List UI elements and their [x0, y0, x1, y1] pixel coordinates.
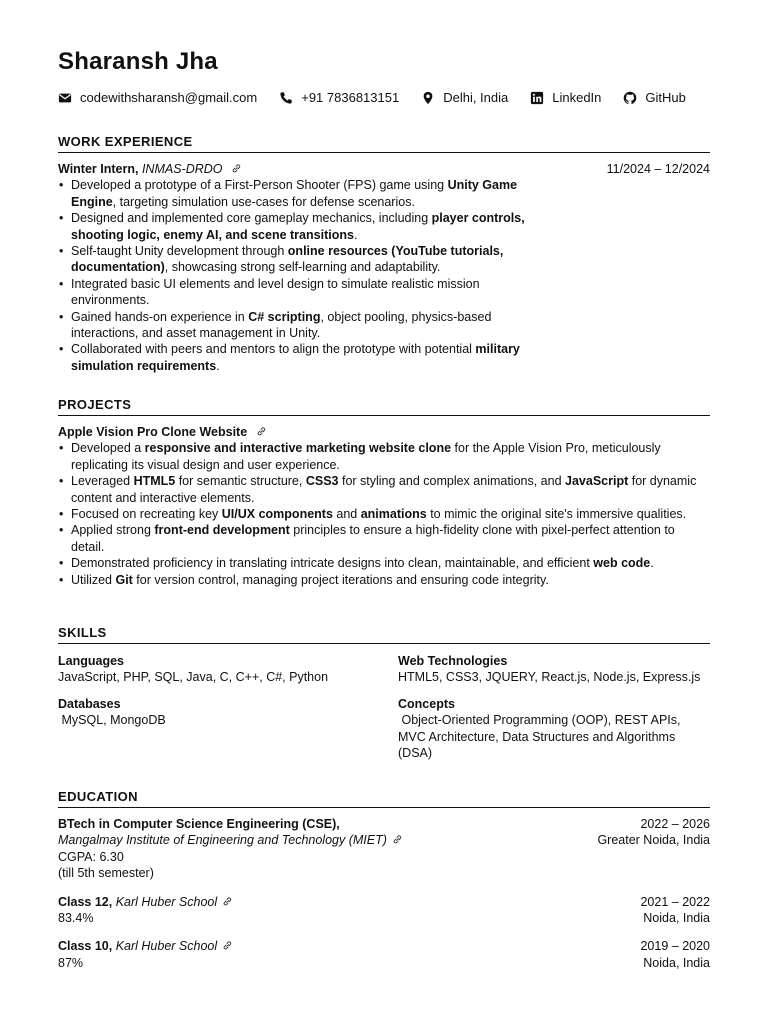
education-section	[58, 789, 710, 971]
education-entry-class12	[58, 894, 710, 927]
section-title: EDUCATION	[58, 789, 710, 808]
contact-phone[interactable]	[279, 89, 399, 107]
list-item: • Developed a prototype of a First-Person Shooter (FPS) game using Unity Game Engine, targeting simulation use-cases for defense scenarios.	[71, 177, 551, 210]
skill-group-databases: Databases MySQL, MongoDB	[58, 696, 166, 728]
education-location: Greater Noida, India	[597, 833, 710, 848]
cgpa-note: (till 5th semester)	[58, 866, 154, 881]
education-entry-btech	[58, 816, 710, 882]
project-entry	[58, 424, 710, 588]
contact-email[interactable]	[58, 89, 257, 107]
work-dates: 11/2024 – 12/2024	[606, 162, 710, 176]
phone-text: +91 7836813151	[301, 90, 400, 105]
education-dates: 2021 – 2022	[640, 894, 710, 909]
project-name: Apple Vision Pro Clone Website	[58, 425, 248, 439]
project-bullets	[58, 440, 711, 588]
education-location: Noida, India	[643, 911, 710, 926]
list-item: • Integrated basic UI elements and level design to simulate realistic mission environments.	[71, 276, 551, 309]
cgpa: CGPA: 6.30	[58, 849, 124, 864]
section-title: WORK EXPERIENCE	[58, 134, 710, 153]
projects-section	[58, 397, 710, 588]
list-item: • Utilized Git for version control, managing project iterations and ensuring code integrity.	[71, 572, 711, 588]
list-item: • Leveraged HTML5 for semantic structure, CSS3 for styling and complex animations, and JavaScript for dynamic content and interactive elements.	[71, 473, 711, 506]
school: Karl Huber School	[115, 894, 218, 909]
skill-group-web-technologies: Web Technologies HTML5, CSS3, JQUERY, React.js, Node.js, Express.js	[398, 654, 701, 685]
email-text: codewithsharansh@gmail.com	[80, 90, 258, 105]
work-entry	[58, 161, 710, 374]
list-item: • Designed and implemented core gameplay mechanics, including player controls, shooting logic, enemy AI, and scene transitions.	[71, 210, 551, 243]
contact-bar	[58, 89, 710, 107]
skills-grid	[58, 653, 710, 761]
education-location: Noida, India	[643, 955, 710, 970]
section-title: SKILLS	[58, 625, 710, 644]
phone-icon	[279, 91, 293, 105]
link-icon[interactable]	[222, 940, 233, 951]
work-entry-heading	[58, 161, 242, 177]
education-dates: 2022 – 2026	[640, 817, 710, 831]
list-item: • Self-taught Unity development through online resources (YouTube tutorials, documentation), showcasing strong self-learning and adaptability.	[71, 243, 551, 276]
linkedin-icon	[530, 91, 544, 105]
list-item: • Developed a responsive and interactive marketing website clone for the Apple Vision Pro, meticulously replicating its visual design and user experience.	[71, 440, 711, 473]
location-text: Delhi, India	[443, 90, 509, 105]
degree: BTech in Computer Science Engineering (CSE),	[58, 817, 340, 831]
list-item: • Gained hands-on experience in C# scripting, object pooling, physics-based interactions, and asset management in Unity.	[71, 309, 551, 342]
list-item: • Focused on recreating key UI/UX components and animations to mimic the original site's immersive qualities.	[71, 506, 711, 522]
skill-group-languages: Languages JavaScript, PHP, SQL, Java, C, C++, C#, Python	[58, 654, 329, 685]
linkedin-text: LinkedIn	[552, 90, 602, 105]
work-bullets	[58, 177, 551, 374]
school: Mangalmay Institute of Engineering and Technology (MIET)	[58, 833, 387, 848]
mail-icon	[58, 91, 72, 105]
school: Karl Huber School	[115, 939, 218, 954]
education-dates: 2019 – 2020	[640, 939, 710, 954]
list-item: • Collaborated with peers and mentors to align the prototype with potential military simulation requirements.	[71, 341, 551, 374]
location-icon	[421, 91, 435, 105]
education-entry-class10	[58, 938, 710, 971]
contact-location	[421, 89, 508, 107]
link-icon[interactable]	[222, 896, 233, 907]
contact-github[interactable]	[623, 89, 685, 107]
link-icon[interactable]	[256, 426, 267, 437]
work-org: INMAS-DRDO	[141, 162, 223, 176]
section-title: PROJECTS	[58, 397, 710, 416]
contact-linkedin[interactable]	[530, 89, 601, 107]
list-item: • Demonstrated proficiency in translating intricate designs into clean, maintainable, and efficient web code.	[71, 555, 711, 571]
candidate-name: Sharansh Jha	[58, 48, 218, 75]
list-item: • Applied strong front-end development principles to ensure a high-fidelity clone with pixel-perfect attention to detail.	[71, 522, 711, 555]
grade: 83.4%	[58, 911, 94, 926]
degree: Class 10,	[58, 939, 113, 954]
work-experience-section	[58, 134, 710, 374]
link-icon[interactable]	[392, 834, 403, 845]
degree: Class 12,	[58, 894, 113, 909]
skill-group-concepts: Concepts Object-Oriented Programming (OOP), REST APIs, MVC Architecture, Data Structures and Algorithms (DSA)	[398, 696, 684, 761]
skills-section	[58, 625, 710, 761]
work-role: Winter Intern,	[58, 162, 139, 176]
grade: 87%	[58, 955, 84, 970]
github-text: GitHub	[645, 90, 686, 105]
link-icon[interactable]	[231, 163, 242, 174]
github-icon	[623, 91, 637, 105]
